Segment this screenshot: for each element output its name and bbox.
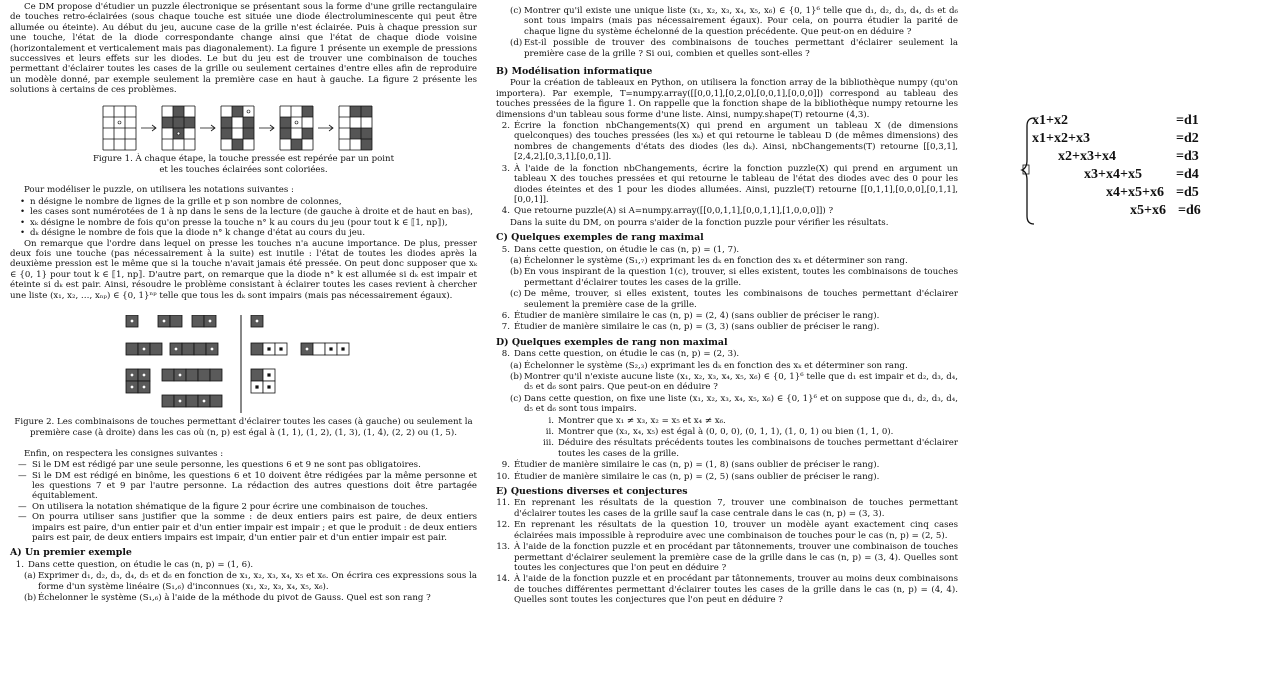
question-13: 13. À l'aide de la fonction puzzle et en procédant par tâtonnements, trouver une combinaison de touches permettant d'éclairer seulement la première case de la grille dans le cas (n, p) = (3, 4). Quelles sont toutes les conjectures que l'on peut en déduire ? — [496, 542, 958, 573]
question-8: 8. Dans cette question, on étudie le cas (n, p) = (2, 3). — [501, 349, 740, 360]
question-5c: (c) De même, trouver, si elles existent, toutes les combinaisons de touches permettant d'éclairer seulement la première case de la grille. — [510, 289, 958, 310]
question-5a: (a) Échelonner le système (S₁,₇) exprimant les dₖ en fonction des xₖ et déterminer son rang. — [510, 255, 908, 266]
lit-cell — [232, 106, 243, 117]
all-lit-1x2-alt — [192, 315, 216, 327]
figure-1-grid — [221, 106, 254, 150]
section-d-heading: D) Quelques exemples de rang non maximal — [496, 336, 728, 348]
notation-item: • n désigne le nombre de lignes de la grille et p son nombre de colonnes, — [20, 196, 342, 207]
figure-1-graphic — [99, 104, 389, 152]
lit-cell — [361, 139, 372, 150]
middle-column — [496, 2, 958, 607]
figure-1 — [10, 104, 477, 152]
pressed-key-dot — [247, 110, 250, 113]
arrow-icon — [200, 125, 215, 131]
lit-cell — [302, 128, 313, 139]
system-rhs-6: =d6 — [1178, 203, 1201, 218]
system-lhs-3: x2+x3+x4 — [1058, 149, 1116, 164]
notation-item: • xₖ désigne le nombre de fois qu'on presse la touche n° k au cours du jeu (pour tout k ∈ ⟦1, np⟧), — [20, 217, 448, 228]
pressed-key-dot — [177, 132, 180, 135]
section-b-intro: Pour la création de tableaux en Python, on utilisera la fonction array de la bibliothèque numpy (qu'on importera). Par exemple, T=numpy.array([[0,0,1],[0,2,0],[0,0,1],[0,0,0]]) correspond au tableau des touches pressées de la figure 1. On rappelle que la fonction shape de la bibliothèque numpy retourne les dimensions d'un tableau sous forme d'une liste. Ainsi, numpy.shape(T) retourne (4,3). — [496, 78, 958, 120]
consigne-item: — Si le DM est rédigé par une seule personne, les questions 6 et 9 ne sont pas obligatoires. — [18, 460, 421, 471]
lit-cell — [173, 106, 184, 117]
system-rhs-4: =d4 — [1176, 167, 1199, 182]
question-8c-iii: iii. Déduire des résultats précédents toutes les combinaisons de touches permettant d'éclairer toutes les cases de la grille. — [543, 438, 958, 459]
first-lit-2x2 — [251, 369, 275, 393]
consigne-item: — On pourra utiliser sans justifier que la somme : de deux entiers pairs est paire, de deux entiers impairs est paire, d'un entier pair et d'un entier impair est impair ; et que le produit : de deux entiers pairs est pair, de deux entiers impairs est impair, d'un entier pair et d'un entier impair est pair. — [18, 512, 477, 543]
lit-cell — [280, 117, 291, 128]
first-lit-1x4 — [301, 343, 349, 355]
remark-paragraph: On remarque que l'ordre dans lequel on presse les touches n'a aucune importance. De plus, presser deux fois une touche (pas nécessairement à la suite) est inutile : l'état de toutes les diodes après la deuxième pression est le même que si la touche n'avait jamais été pressée. On peut donc supposer que xₖ ∈ {0, 1} pour tout k ∈ ⟦1, np⟧. D'autre part, on remarque que la diode n° k est allumée si dₖ est impair et éteinte si dₖ est pair. Ainsi, résoudre le problème consistant à éclairer toutes les cases revient à chercher une liste (x₁, x₂, …, xₙₚ) ∈ {0, 1}ⁿᵖ telle que tous les dₖ sont impairs (mais pas nécessairement égaux). — [10, 238, 477, 301]
question-1d: (d) Est-il possible de trouver des combinaisons de touches permettant d'éclairer seulement la première case de la grille ? Si oui, combien et quelles sont-elles ? — [510, 38, 958, 59]
consigne-item: — On utilisera la notation shématique de la figure 2 pour écrire une combinaison de touches. — [18, 501, 429, 512]
system-lhs-4: x3+x4+x5 — [1084, 167, 1142, 182]
section-b-outro: Dans la suite du DM, on pourra s'aider de la fonction puzzle pour vérifier les résultats. — [510, 217, 889, 228]
system-rhs-2: =d2 — [1176, 131, 1199, 146]
intro-paragraph: Ce DM propose d'étudier un puzzle électronique se présentant sous la forme d'une grille rectangulaire de touches retro-éclairées (sous chaque touche est située une diode électroluminescente qui peut être allumée ou éteinte). Au début du jeu, aucune case de la grille n'est éclairée. Puis à chaque pression sur une touche, l'état de la diode correspondante change ainsi que l'état de chaque diode voisine (horizontalement et verticalement mais pas diagonalement). La figure 1 présente un exemple de pressions successives et leurs effets sur les diodes. Le but du jeu est de trouver une combinaison de touches permettant d'éclairer toutes les cases de la grille ou seulement certaines d'entre elles afin de reproduire un modèle donné, par exemple seulement la première case en haut à gauche. La figure 2 présente les solutions à certains de ces problèmes. — [10, 2, 477, 96]
notation-intro: Pour modéliser le puzzle, on utilisera les notations suivantes : — [24, 185, 294, 196]
all-lit-1x1 — [126, 315, 138, 327]
consigne-item: — Si le DM est rédigé en binôme, les questions 6 et 10 doivent être rédigées par la même personne et les questions 7 et 9 par l'autre personne. La rédaction des autres questions doit être partagée équitablement. — [18, 470, 477, 502]
lit-cell — [361, 106, 372, 117]
question-8c-i: i. Montrer que x₁ ≠ x₃, x₂ = x₅ et x₄ ≠ x₆. — [548, 415, 726, 426]
figure-1-grid — [280, 106, 313, 150]
all-lit-1x3 — [126, 343, 162, 355]
question-5: 5. Dans cette question, on étudie le cas (n, p) = (1, 7). — [501, 244, 740, 255]
first-lit-1x3 — [251, 343, 287, 355]
section-c-heading: C) Quelques exemples de rang maximal — [496, 232, 704, 244]
lit-cell — [291, 139, 302, 150]
pressed-key-dot — [118, 121, 121, 124]
all-lit-1x5-alt — [162, 395, 222, 407]
section-a-heading: A) Un premier exemple — [10, 547, 132, 559]
question-11: 11. En reprenant les résultats de la question 7, trouver une combinaison de touches permettant d'éclairer toutes les cases de la grille sauf la case centrale dans le cas (n, p) = (3, 3). — [496, 498, 958, 519]
lit-cell — [232, 139, 243, 150]
question-8c-ii: ii. Montrer que (x₃, x₄, x₅) est égal à (0, 0, 0), (0, 1, 1), (1, 0, 1) ou bien (1, 1, 0). — [545, 427, 894, 438]
question-8c: (c) Dans cette question, on fixe une liste (x₁, x₂, x₃, x₄, x₅, x₆) ∈ {0, 1}⁶ et on suppose que d₁, d₂, d₃, d₄, d₅ et d₆ sont tous impairs. — [510, 393, 958, 415]
figure-1-grid — [339, 106, 372, 150]
figure-1-caption-line2: et les touches éclairées sont coloriées. — [159, 165, 328, 176]
system-rhs-3: =d3 — [1176, 149, 1199, 164]
question-7: 7. Étudier de manière similaire le cas (n, p) = (3, 3) (sans oublier de préciser le rang). — [501, 322, 880, 333]
lit-cell — [350, 106, 361, 117]
system-lhs-1: x1+x2 — [1032, 113, 1068, 128]
all-lit-1x5 — [162, 369, 222, 381]
figure-1-grid — [103, 106, 136, 150]
lit-cell — [184, 117, 195, 128]
question-1c: (c) Montrer qu'il existe une unique liste (x₁, x₂, x₃, x₄, x₅, x₆) ∈ {0, 1}⁶ telle que d₁, d₂, d₃, d₄, d₅ et d₆ sont tous impairs (mais pas nécessairement égaux). Pour cela, on pourra étudier la parité de chaque ligne du système échelonné de la question précédente. Que peut-on en déduire ? — [510, 6, 958, 37]
lit-cell — [361, 128, 372, 139]
question-9: 9. Étudier de manière similaire le cas (n, p) = (1, 8) (sans oublier de préciser le rang). — [501, 460, 880, 471]
system-rhs-5: =d5 — [1176, 185, 1199, 200]
question-1: 1. Dans cette question, on étudie le cas (n, p) = (1, 6). — [15, 559, 254, 570]
left-column — [10, 2, 477, 604]
system-rhs-1: =d1 — [1176, 113, 1199, 128]
all-lit-1x4 — [170, 343, 218, 355]
figure-2-caption-line2: première case (à droite) dans les cas où (n, p) est égal à (1, 1), (1, 2), (1, 3), (1, 4), (2, 2) ou (1, 5). — [30, 428, 457, 439]
section-b-heading: B) Modélisation informatique — [496, 66, 653, 78]
question-8b: (b) Montrer qu'il n'existe aucune liste (x₁, x₂, x₃, x₄, x₅, x₆) ∈ {0, 1}⁶ telle que d₁ est impair et d₂, d₃, d₄, d₅ et d₆ sont pairs. Que peut-on en déduire ? — [510, 372, 958, 393]
lit-cell — [162, 117, 173, 128]
lit-cell — [243, 117, 254, 128]
notation-item: • dₖ désigne le nombre de fois que la diode n° k change d'état au cours du jeu. — [20, 228, 366, 239]
lit-cell — [350, 128, 361, 139]
first-lit-1x1 — [251, 315, 263, 327]
question-12: 12. En reprenant les résultats de la question 10, trouver un modèle ayant exactement cinq cases éclairées mais impossible à reproduire avec une combinaison de touches pour le cas (n, p) = (2, 5). — [496, 520, 958, 541]
consignes-intro: Enfin, on respectera les consignes suivantes : — [24, 448, 224, 459]
system-lhs-6: x5+x6 — [1130, 203, 1166, 218]
figure-2-caption-line1: Figure 2. Les combinaisons de touches permettant d'éclairer toutes les cases (à gauche) ou seulement la — [14, 416, 473, 427]
lit-cell — [173, 117, 184, 128]
pressed-key-dot — [295, 121, 298, 124]
question-10: 10. Étudier de manière similaire le cas (n, p) = (2, 5) (sans oublier de préciser le rang). — [496, 471, 880, 482]
lit-cell — [243, 128, 254, 139]
figure-2-graphic — [10, 315, 477, 415]
section-e-heading: E) Questions diverses et conjectures — [496, 486, 688, 498]
lit-cell — [221, 117, 232, 128]
arrow-icon — [259, 125, 274, 131]
question-4: 4. Que retourne puzzle(A) si A=numpy.array([[0,0,1,1],[0,0,1,1],[1,0,0,0]]) ? — [501, 206, 834, 217]
question-8a: (a) Échelonner le système (S₂,₃) exprimant les dₖ en fonction des xₖ et déterminer son rang. — [510, 360, 908, 371]
lit-cell — [302, 106, 313, 117]
arrow-icon — [318, 125, 333, 131]
figure-1-grid — [162, 106, 195, 150]
question-2: 2. Écrire la fonction nbChangements(X) qui prend en argument un tableau X (de dimensions quelconques) des touches pressées (les xₖ) et qui retourne le tableau D (de mêmes dimensions) des nombres de changements d'états des diodes (les dₖ). Ainsi, nbChangements(T) retourne [[0,3,1],[2,4,2],[0,3,1],[0,0,1]]. — [501, 121, 958, 163]
figure-2 — [10, 315, 477, 415]
all-lit-2x2 — [126, 369, 150, 393]
question-3: 3. À l'aide de la fonction nbChangements, écrire la fonction puzzle(X) qui prend en argument un tableau X des touches pressées et qui retourne le tableau de l'état des diodes avec des 0 pour les diodes éteintes et des 1 pour les diodes allumées. Ainsi, puzzle(T) retourne [[0,1,1],[0,0,0],[0,1,1],[0,0,1]]. — [501, 163, 958, 205]
arrow-icon — [141, 125, 156, 131]
lit-cell — [221, 128, 232, 139]
system-lhs-2: x1+x2+x3 — [1032, 131, 1090, 146]
figure-1-caption-line1: Figure 1. À chaque étape, la touche pressée est repérée par un point — [92, 153, 395, 164]
question-1a: (a) Exprimer d₁, d₂, d₃, d₄, d₅ et d₆ en fonction de x₁, x₂, x₃, x₄, x₅ et x₆. On écrira ces expressions sous la forme d'un système linéaire (S₁,₆) d'inconnues (x₁, x₂, x₃, x₄, x₅, x₆). — [24, 571, 477, 592]
question-1b: (b) Échelonner le système (S₁,₆) à l'aide de la méthode du pivot de Gauss. Quel est son rang ? — [24, 593, 431, 604]
lit-cell — [280, 128, 291, 139]
system-lhs-5: x4+x5+x6 — [1106, 185, 1164, 200]
all-lit-1x2 — [158, 315, 182, 327]
question-14: 14. À l'aide de la fonction puzzle et en procédant par tâtonnements, trouver au moins deux combinaisons de touches différentes permettant d'éclairer toutes les cases de la grille dans le cas (n, p) = (4, 4). Quelles sont toutes les conjectures que l'on peut en déduire ? — [496, 574, 958, 606]
question-6: 6. Étudier de manière similaire le cas (n, p) = (2, 4) (sans oublier de préciser le rang). — [501, 310, 880, 321]
question-5b: (b) En vous inspirant de la question 1(c), trouver, si elles existent, toutes les combinaisons de touches permettant d'éclairer toutes les cases de la grille. — [510, 267, 958, 288]
notation-item: • les cases sont numérotées de 1 à np dans le sens de la lecture (de gauche à droite et de haut en bas), — [20, 207, 473, 218]
